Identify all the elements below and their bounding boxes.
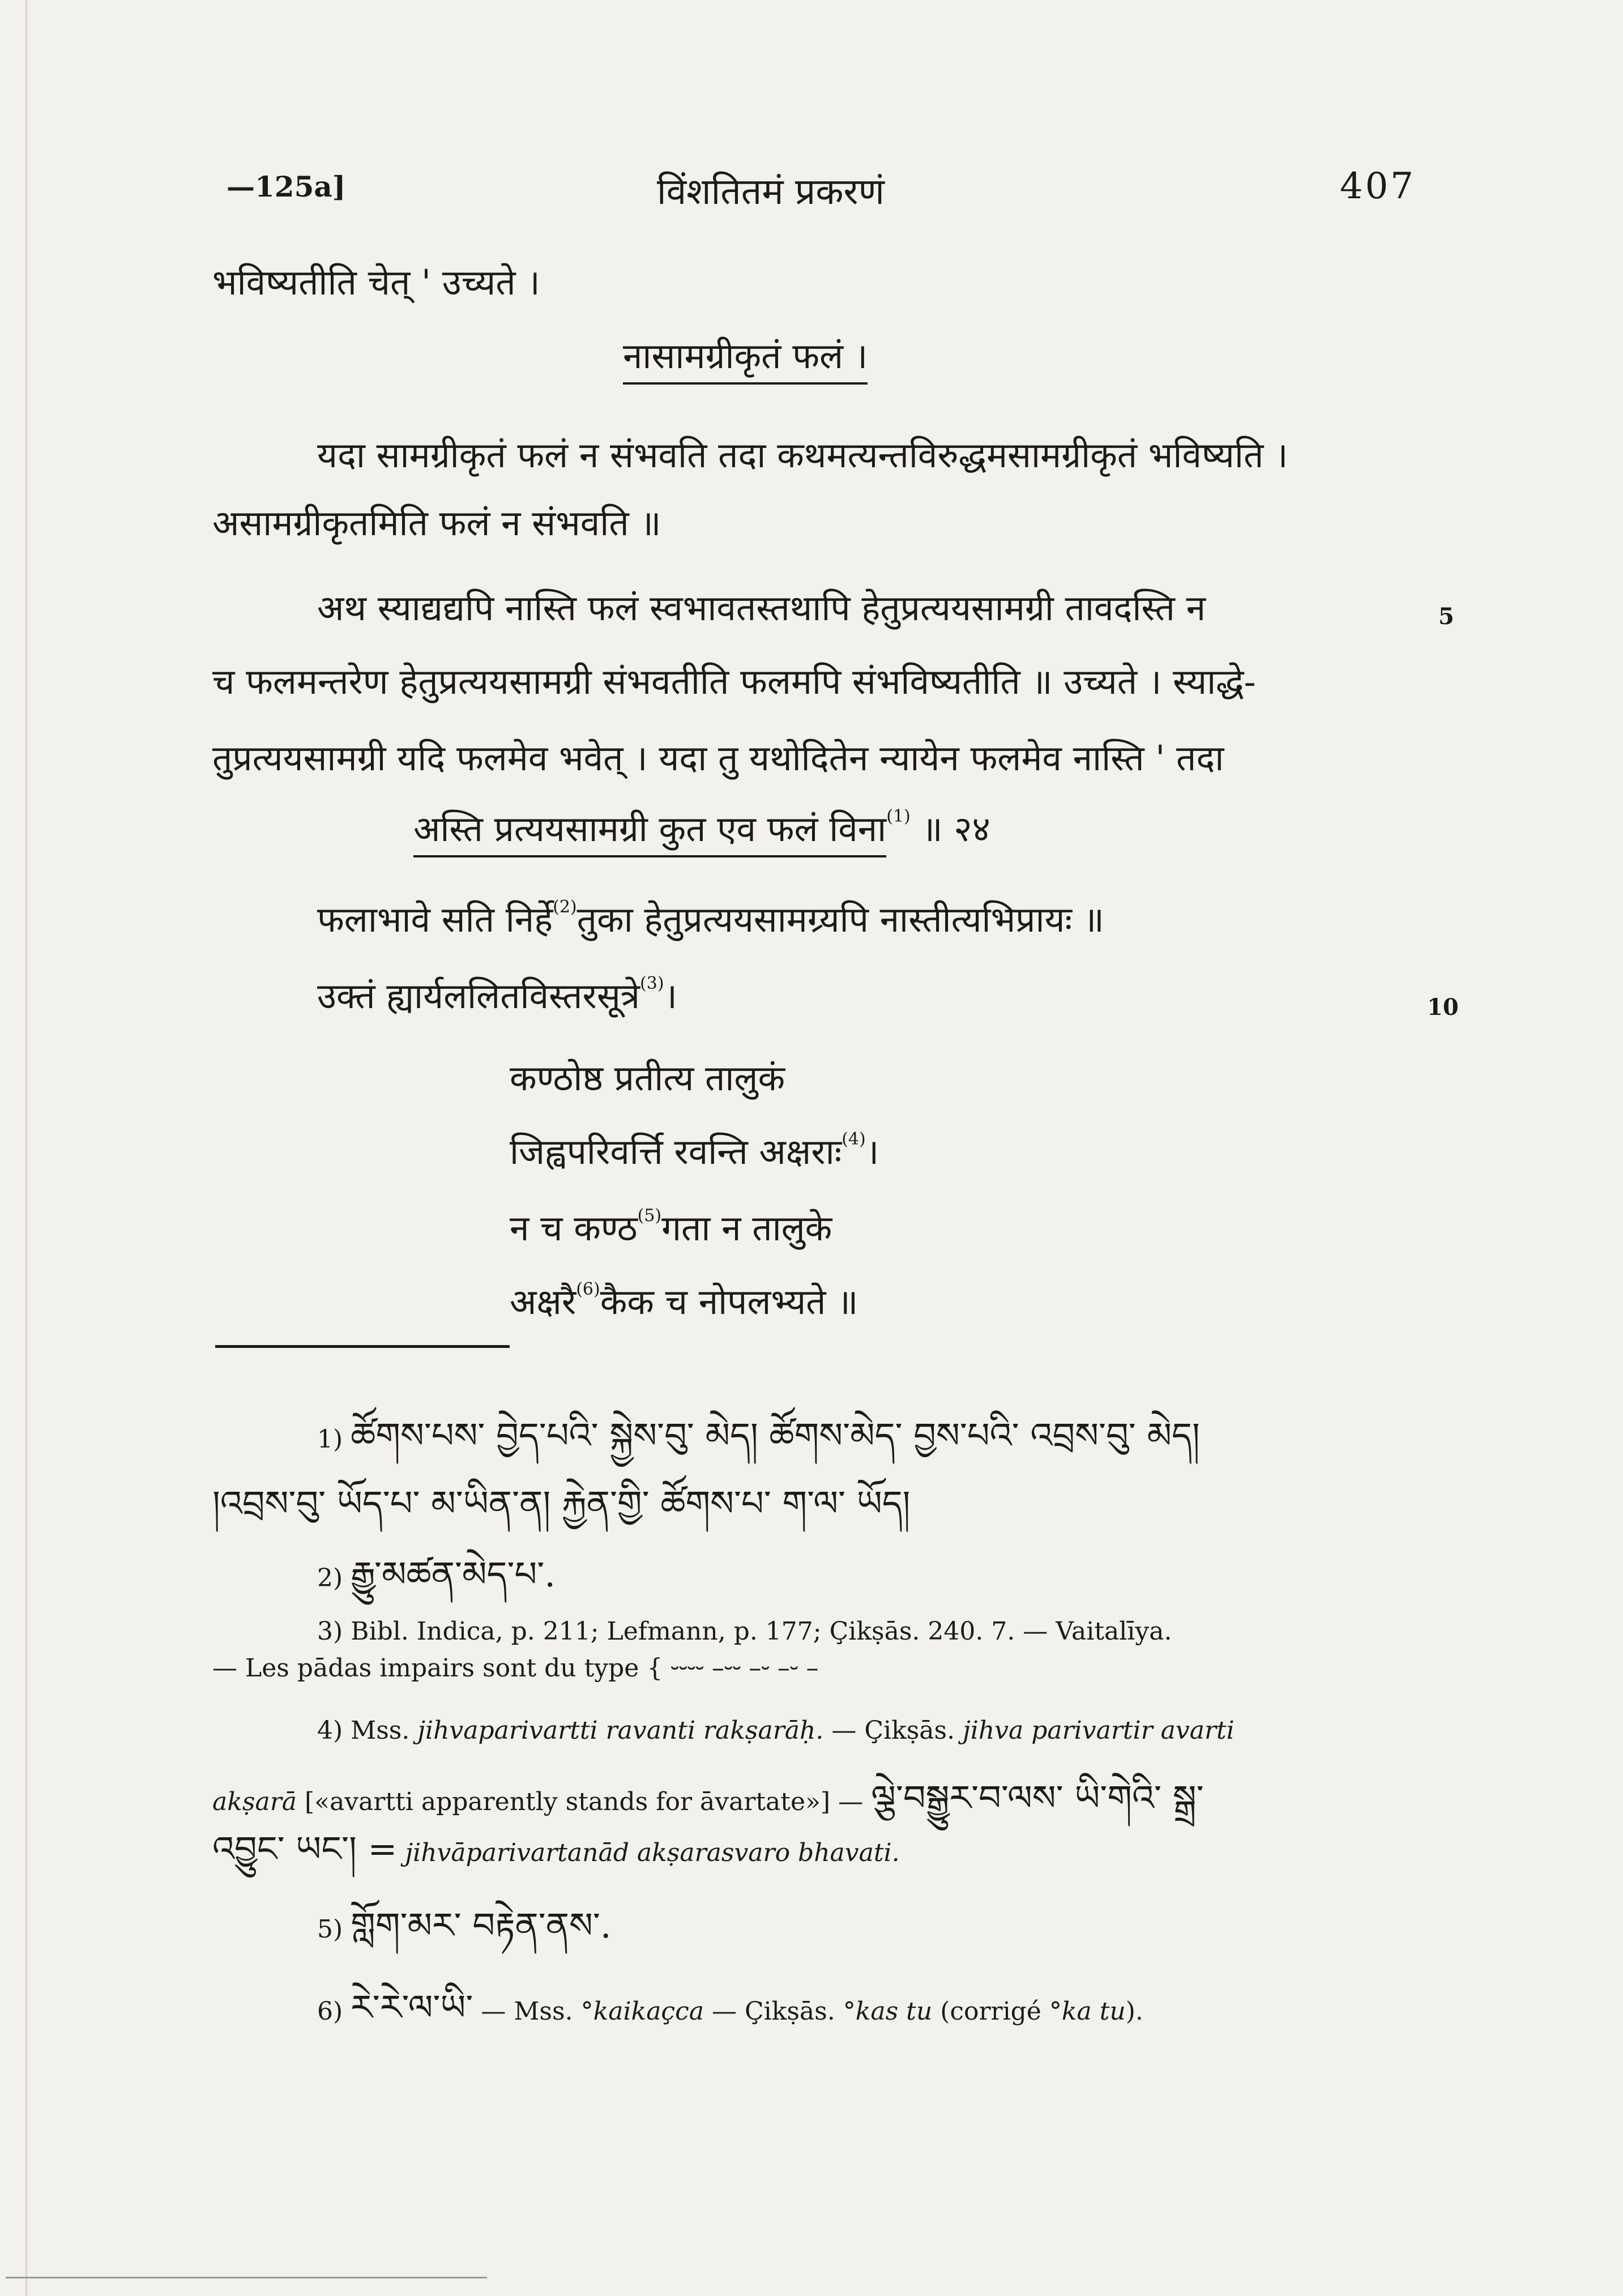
footnote-4-tibetan-b: འབྱུང་ ཡང་། =: [212, 1828, 398, 1870]
footnote-marker-5: (5): [637, 1206, 662, 1226]
section-heading: [623, 331, 868, 379]
footnote-1-number: 1): [317, 1425, 343, 1454]
section-heading-text: नासामग्रीकृतं फलं ।: [623, 335, 868, 385]
footnote-5-number: 5): [317, 1915, 343, 1944]
footnote-3-text-a: Bibl. Indica, p. 211; Lefmann, p. 177; Çikṣās. 240. 7. — Vaitalīya.: [351, 1617, 1172, 1646]
body-line-7-start: फलाभावे सति निर्हे: [317, 899, 553, 940]
footnote-6-correction: °ka tu: [1049, 1997, 1126, 2026]
footnote-6-number: 6): [317, 1997, 343, 2026]
footnote-marker-3: (3): [640, 974, 664, 993]
body-line-5: च फलमन्तरेण हेतुप्रत्ययसामग्री संभवतीति फलमपि संभविष्यतीति ॥ उच्यते । स्याद्धे-: [212, 661, 1256, 702]
footnote-4-number: 4): [317, 1716, 343, 1745]
sloka-line-3: [510, 1204, 832, 1251]
footnote-6-close: ).: [1125, 1997, 1143, 2026]
sloka-line-3-start: न च कण्ठ: [510, 1207, 638, 1249]
footnote-1-tibetan-a: ཚོགས་པས་ བྱེད་པའི་ སྐྱེས་བུ་ མེད། ཚོགས་མེད་ བྱས་པའི་ འབྲས་བུ་ མེད།: [351, 1415, 1200, 1456]
verse-text: अस्ति प्रत्ययसामग्री कुत एव फलं विना: [413, 808, 886, 857]
verse-number: ॥ २४: [921, 808, 990, 850]
margin-line-number-5: 5: [1438, 603, 1454, 630]
page-edge-shadow: [25, 0, 27, 2296]
footnote-2-number: 2): [317, 1564, 343, 1593]
running-header: [227, 165, 1416, 227]
footnote-6: [317, 1968, 1143, 2067]
sloka-line-3-end: गता न तालुके: [661, 1207, 832, 1249]
body-line-8: [317, 971, 677, 1019]
sloka-line-2-text: जिह्वपरिवर्त्ति रवन्ति अक्षराः: [510, 1131, 842, 1172]
body-line-6: तुप्रत्ययसामग्री यदि फलमेव भवेत् । यदा तु यथोदितेन न्यायेन फलमेव नास्ति ' तदा: [212, 737, 1224, 779]
footnote-4-aksara: akṣarā: [212, 1787, 297, 1816]
sloka-line-1: कण्ठोष्ठ प्रतीत्य तालुकं: [510, 1057, 785, 1099]
body-line-2: यदा सामग्रीकृतं फलं न संभवति तदा कथमत्यन्तविरुद्धमसामग्रीकृतं भविष्यति ।: [317, 434, 1288, 476]
footnote-6-ciksas: — Çikṣās.: [711, 1997, 835, 2026]
footnote-6-corrige: (corrigé: [940, 1997, 1041, 2026]
footnote-marker-4: (4): [842, 1129, 866, 1149]
header-folio-ref: —125a]: [227, 170, 346, 203]
footnote-6-reading-1: °kaikaçca: [580, 1997, 704, 2026]
footnote-6-reading-2: °kas tu: [843, 1997, 933, 2026]
footnote-3-line-2: — Les pādas impairs sont du type { ⏑⏑⏑⏑ –⏑⏑ –⏑ –⏑ –: [212, 1654, 819, 1683]
footnote-1-tibetan-b: །འབྲས་བུ་ ཡོད་པ་ མ་ཡིན་ན། རྐྱེན་གྱི་ ཚོགས་པ་ ག་ལ་ ཡོད།: [212, 1483, 911, 1524]
body-line-3: असामग्रीकृतमिति फलं न संभवति ॥: [212, 502, 661, 544]
danda: ।: [664, 975, 678, 1017]
verse-line: [413, 804, 990, 852]
footnote-marker-6: (6): [576, 1279, 600, 1299]
footnote-4-line-1: [317, 1716, 1235, 1745]
footnote-4-reading-1: jihvaparivartti ravanti rakṣarāḥ.: [417, 1716, 824, 1745]
footnote-4-reading-2: jihva parivartir avarti: [963, 1716, 1235, 1745]
sloka-line-4-start: अक्षरै: [510, 1281, 576, 1322]
footnote-6-mss: — Mss.: [481, 1997, 573, 2026]
scan-bottom-line: [6, 2277, 487, 2278]
body-line-7: [317, 895, 1104, 942]
header-chapter-title: विंशतितमं प्रकरणं: [657, 171, 885, 213]
danda: ।: [865, 1131, 879, 1172]
sloka-line-4: [510, 1277, 858, 1325]
footnote-separator-rule: [215, 1345, 510, 1348]
footnote-6-tibetan: རེ་རེ་ལ་ཡི་: [351, 1987, 473, 2028]
citation-lalitavistara: उक्तं ह्यार्यललितविस्तरसूत्रे: [317, 975, 640, 1017]
footnote-marker-2: (2): [553, 897, 577, 917]
body-line-7-end: तुका हेतुप्रत्ययसामग्र्यपि नास्तीत्यभिप्रायः ॥: [576, 899, 1104, 940]
footnote-3-line-1: [317, 1617, 1172, 1646]
page-number: 407: [1339, 165, 1416, 207]
sloka-line-4-end: कैक च नोपलभ्यते ॥: [600, 1281, 859, 1322]
footnote-4-sanskrit-gloss: jihvāparivartanād akṣarasvaro bhavati.: [405, 1838, 900, 1867]
footnote-4-mss: Mss.: [351, 1716, 410, 1745]
footnote-2-tibetan: རྒྱུ་མཚན་མེད་པ་.: [351, 1554, 556, 1595]
margin-line-number-10: 10: [1427, 994, 1459, 1021]
footnote-5-tibetan: གློག་མར་ བརྟེན་ནས་.: [351, 1905, 612, 1946]
footnote-4-ciksas: — Çikṣās.: [831, 1716, 955, 1745]
footnote-marker-1: (1): [886, 806, 911, 826]
footnote-3-number: 3): [317, 1617, 343, 1646]
body-line-4: अथ स्याद्यद्यपि नास्ति फलं स्वभावतस्तथापि हेतुप्रत्ययसामग्री तावदस्ति न: [317, 587, 1206, 629]
sloka-line-2: [510, 1127, 879, 1175]
body-line-1: भविष्यतीति चेत् ' उच्यते ।: [212, 262, 540, 303]
footnote-4-tibetan-a: ལྕེ་བསྒྱུར་བ་ལས་ ཡི་གེའི་ སྒྲ་: [871, 1777, 1204, 1819]
footnote-4-comment: [«avartti apparently stands for āvartate»] —: [304, 1787, 864, 1816]
